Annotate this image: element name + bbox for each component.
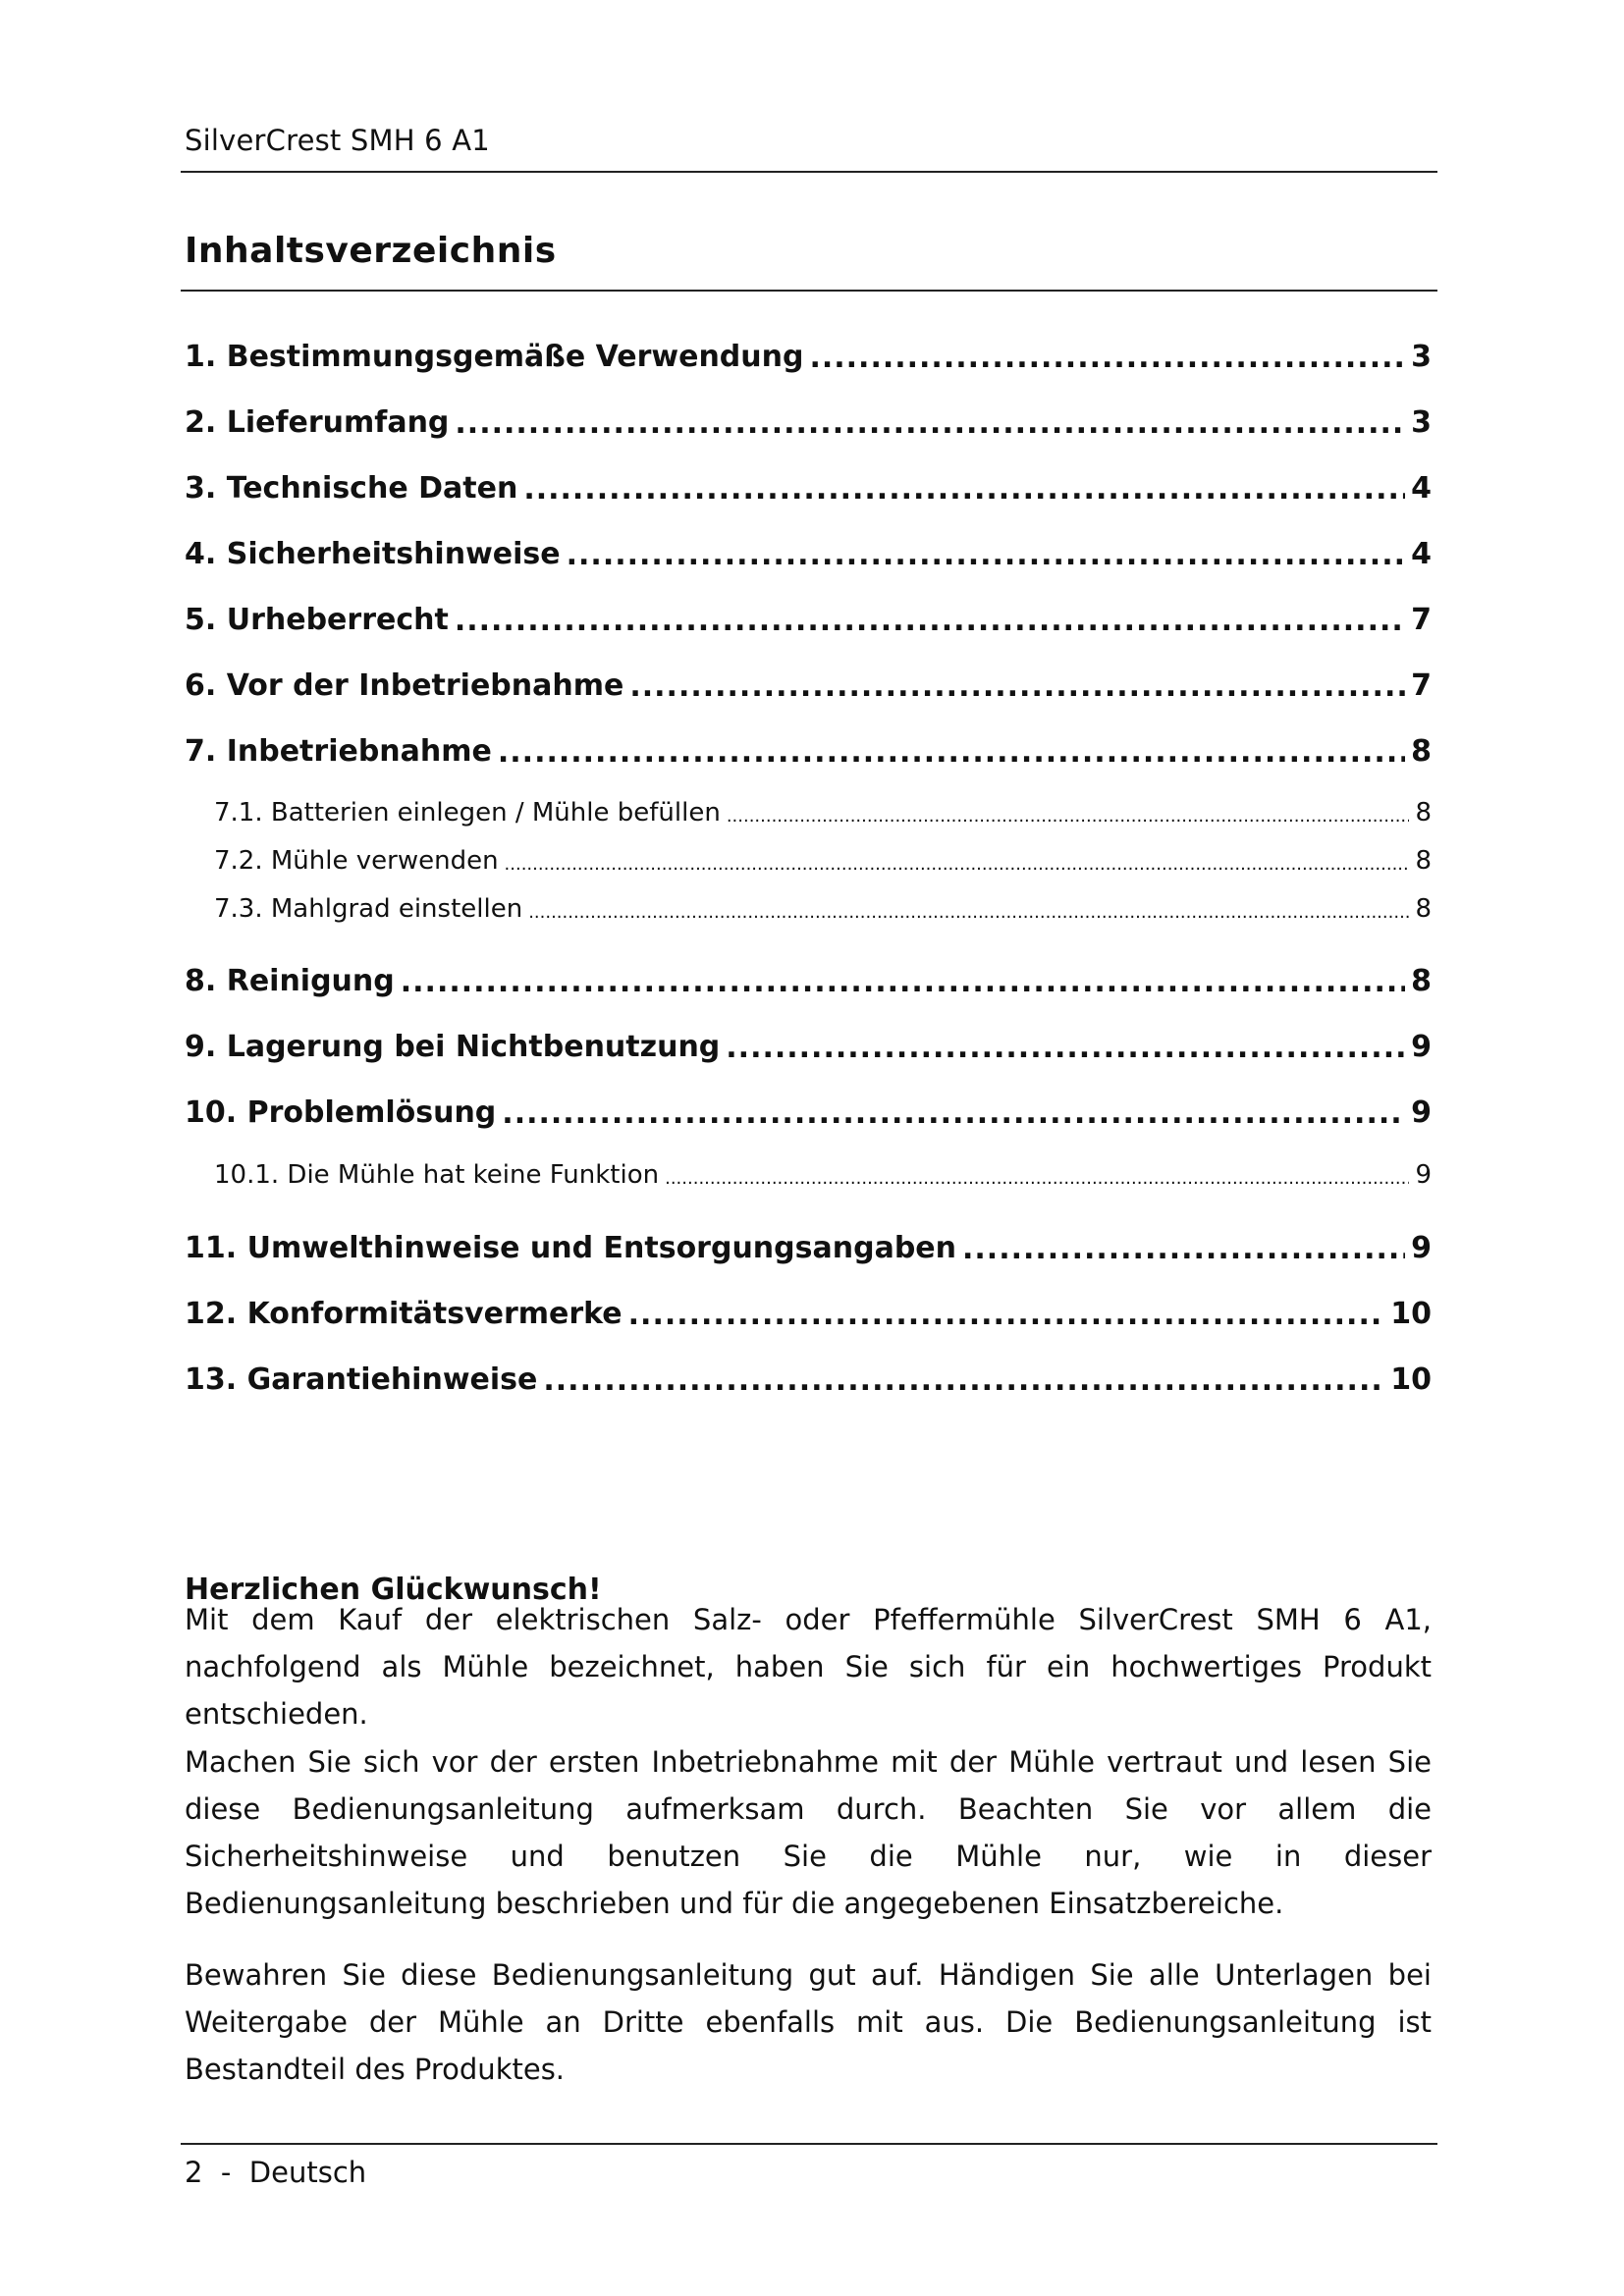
header-divider (181, 171, 1437, 173)
toc-entry[interactable] (185, 603, 1432, 637)
toc-entry-page: 8 (1411, 734, 1432, 769)
intro-paragraph: Mit dem Kauf der elektrischen Salz- oder Pfeffermühle SilverCrest SMH 6 A1, nachfolgend als Mühle bezeichnet, haben Sie sich für ein hochwertiges Produkt entschieden. (185, 1603, 1432, 1731)
toc-entry-page: 8 (1415, 894, 1432, 924)
toc-entry-page: 7 (1411, 668, 1432, 703)
toc-entry[interactable] (185, 471, 1432, 506)
toc-entry-label: 5. Urheberrecht (185, 603, 449, 637)
toc-leader (727, 799, 1410, 825)
toc-leader (455, 604, 1405, 633)
toc-entry-label: 7.3. Mahlgrad einstellen (214, 894, 523, 924)
toc-leader (502, 1096, 1405, 1126)
toc-entry-page: 7 (1411, 603, 1432, 637)
toc-entry-label: 3. Technische Daten (185, 471, 518, 506)
toc-leader (809, 341, 1405, 370)
document-header-title: SilverCrest SMH 6 A1 (185, 124, 490, 157)
retention-paragraph: Bewahren Sie diese Bedienungsanleitung gut auf. Händigen Sie alle Unterlagen bei Weitergabe der Mühle an Dritte ebenfalls mit aus. Die Bedienungsanleitung ist Bestandteil des Produktes. (185, 1958, 1432, 2086)
toc-entry-page: 4 (1411, 471, 1432, 506)
toc-entry-page: 3 (1411, 405, 1432, 440)
footer-divider (181, 2143, 1437, 2145)
toc-entry-page: 9 (1415, 1160, 1432, 1190)
toc-entry-page: 8 (1415, 846, 1432, 876)
toc-leader (629, 669, 1405, 699)
instructions-paragraph: Machen Sie sich vor der ersten Inbetriebnahme mit der Mühle vertraut und lesen Sie diese Bedienungsanleitung aufmerksam durch. Beachten Sie vor allem die Sicherheitshinweise und benutzen Sie die Mühle nur, wie in dieser Bedienungsanleitung beschrieben und für die angegebenen Einsatzbereiche. (185, 1745, 1432, 1920)
toc-entry-label: 2. Lieferumfang (185, 405, 450, 440)
toc-entry[interactable] (185, 734, 1432, 769)
toc-leader (962, 1232, 1405, 1261)
toc-entry-label: 12. Konformitätsvermerke (185, 1297, 623, 1331)
toc-entry-label: 7. Inbetriebnahme (185, 734, 492, 769)
toc-entry-page: 9 (1411, 1231, 1432, 1265)
toc-leader (401, 965, 1405, 994)
toc-entry-page: 10 (1390, 1362, 1432, 1397)
toc-entry-page: 10 (1390, 1297, 1432, 1331)
toc-subentry[interactable] (214, 798, 1432, 828)
toc-leader (498, 735, 1405, 765)
toc-leader (505, 847, 1410, 873)
toc-entry-label: 13. Garantiehinweise (185, 1362, 538, 1397)
toc-entry-page: 9 (1411, 1095, 1432, 1130)
toc-entry-page: 3 (1411, 340, 1432, 374)
toc-entry-label: 1. Bestimmungsgemäße Verwendung (185, 340, 804, 374)
toc-leader (543, 1363, 1384, 1393)
toc-entry-label: 4. Sicherheitshinweise (185, 537, 561, 571)
toc-leader (528, 895, 1409, 921)
toc-leader (628, 1298, 1385, 1327)
welcome-heading: Herzlichen Glückwunsch! (185, 1573, 602, 1607)
toc-subentry[interactable] (214, 894, 1432, 924)
toc-entry[interactable] (185, 1362, 1432, 1397)
toc-entry-label: 7.1. Batterien einlegen / Mühle befüllen (214, 798, 721, 828)
toc-entry-label: 7.2. Mühle verwenden (214, 846, 499, 876)
toc-entry[interactable] (185, 405, 1432, 440)
toc-entry-label: 6. Vor der Inbetriebnahme (185, 668, 624, 703)
toc-entry[interactable] (185, 1030, 1432, 1064)
toc-entry[interactable] (185, 537, 1432, 571)
toc-subentry[interactable] (214, 846, 1432, 876)
toc-entry[interactable] (185, 1095, 1432, 1130)
toc-entry-label: 8. Reinigung (185, 964, 395, 998)
toc-entry[interactable] (185, 340, 1432, 374)
toc-entry-page: 8 (1415, 798, 1432, 828)
toc-leader (523, 472, 1405, 502)
toc-entry-label: 10. Problemlösung (185, 1095, 497, 1130)
toc-entry[interactable] (185, 1231, 1432, 1265)
toc-leader (567, 538, 1406, 567)
toc-title-divider (181, 290, 1437, 292)
toc-entry[interactable] (185, 964, 1432, 998)
toc-title: Inhaltsverzeichnis (185, 231, 557, 271)
toc-entry-label: 11. Umwelthinweise und Entsorgungsangaben (185, 1231, 956, 1265)
toc-entry[interactable] (185, 1297, 1432, 1331)
toc-entry[interactable] (185, 668, 1432, 703)
toc-entry-page: 8 (1411, 964, 1432, 998)
toc-entry-label: 10.1. Die Mühle hat keine Funktion (214, 1160, 660, 1190)
toc-subentry[interactable] (214, 1160, 1432, 1190)
toc-entry-page: 9 (1411, 1030, 1432, 1064)
page-footer: 2 - Deutsch (185, 2156, 367, 2189)
toc-leader (665, 1161, 1409, 1187)
toc-leader (455, 406, 1405, 436)
toc-entry-page: 4 (1411, 537, 1432, 571)
toc-entry-label: 9. Lagerung bei Nichtbenutzung (185, 1030, 721, 1064)
toc-leader (726, 1031, 1405, 1060)
